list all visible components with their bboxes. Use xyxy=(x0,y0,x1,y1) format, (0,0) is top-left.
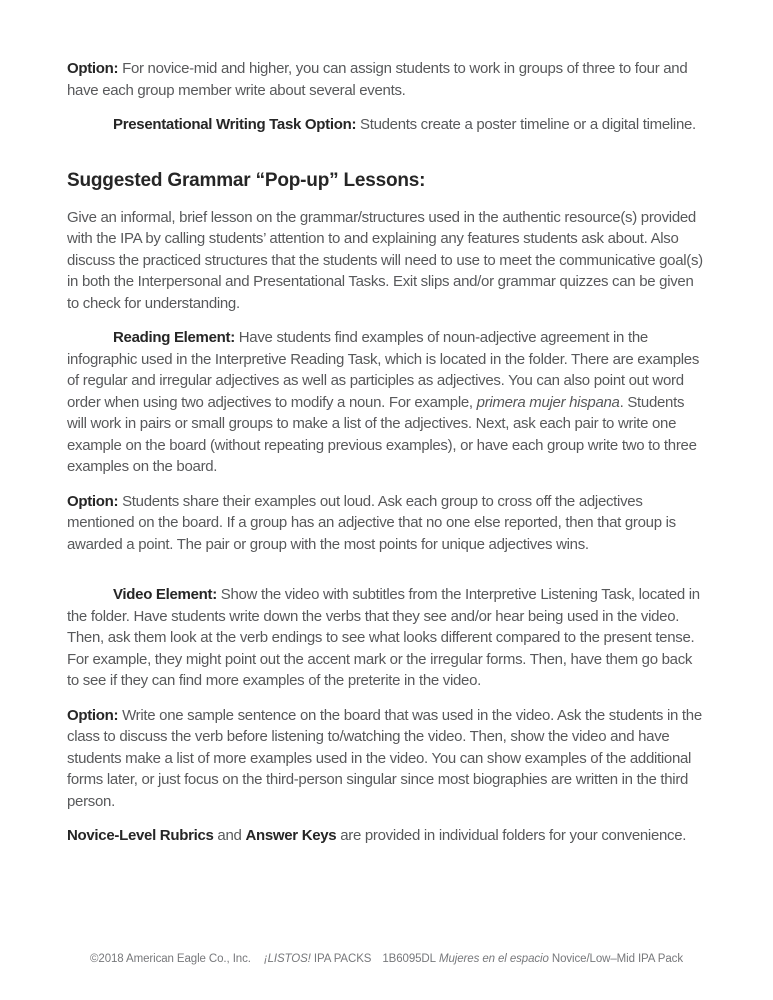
paragraph-option-writing-groups xyxy=(67,58,706,101)
paragraph-presentational-writing-option xyxy=(67,114,706,136)
paragraph-text: and xyxy=(213,827,246,844)
paragraph-text: For novice-mid and higher, you can assign students to work in groups of three to four and have each group member write about several events. xyxy=(67,60,688,99)
presentational-writing-task-option-label: Presentational Writing Task Option: xyxy=(113,116,357,133)
footer-pack-title: Mujeres en el espacio xyxy=(435,953,549,965)
paragraph-rubrics-answer-keys xyxy=(67,825,706,847)
reading-element-label: Reading Element: xyxy=(113,329,235,346)
paragraph-grammar-lesson-intro: Give an informal, brief lesson on the grammar/structures used in the authentic resource(s) provided with the IPA by calling students’ attention to and explaining any features students ask about. Also discuss the practiced structures that the students will need to use to meet the communicative goal(s) in both the Interpersonal and Presentational Tasks. Exit slips and/or grammar quizzes can be given to check for understanding. xyxy=(67,208,703,312)
paragraph-text: Students share their examples out loud. Ask each group to cross off the adjectives mentioned on the board. If a group has an adjective that no one else reported, then that group is awarded a point. The pair or group with the most points for unique adjectives wins. xyxy=(67,492,676,553)
paragraph-video-element xyxy=(67,584,706,692)
footer-brand-name: ¡LISTOS! xyxy=(263,953,311,965)
paragraph-text: are provided in individual folders for your convenience. xyxy=(336,827,687,844)
video-element-label: Video Element: xyxy=(113,586,217,603)
rubrics-label: Novice-Level Rubrics xyxy=(67,827,214,844)
paragraph-text: Write one sample sentence on the board that was used in the video. Ask the students in the class to discuss the verb before listening to/watching the video. Then, show the video and have students make a list of more examples used in the video. You can show examples of the additional forms later, or just focus on the third-person singular since most biographies are written in the third person. xyxy=(67,706,702,810)
footer-copyright: ©2018 American Eagle Co., Inc. xyxy=(90,953,251,965)
footer-brand-series: IPA PACKS xyxy=(310,953,372,965)
page-footer xyxy=(0,952,773,967)
italic-example-phrase: primera mujer hispana xyxy=(476,393,620,411)
footer-pack-level: Novice/Low–Mid IPA Pack xyxy=(548,953,683,965)
paragraph-reading-element xyxy=(67,327,706,478)
option-label: Option: xyxy=(67,60,119,77)
document-page xyxy=(67,58,706,860)
paragraph-text: Have students find examples of noun-adjective agreement in the infographic used in the Interpretive Reading Task, which is located in the folder. There are examples of regular and irregular adjectives as well as participles as adjectives. You can also point out word order when using two adjectives to modify a noun. For example, xyxy=(67,329,700,411)
answer-keys-label: Answer Keys xyxy=(245,827,337,844)
paragraph-text: Show the video with subtitles from the Interpretive Listening Task, located in the folder. Have students write down the verbs that they see and/or hear being used in the video. Then, ask them look at the verb endings to see what looks different compared to the present tense. For example, they might point out the accent mark or the irregular forms. Then, have them go back to see if they can find more examples of the preterite in the video. xyxy=(67,586,700,689)
option-label: Option: xyxy=(67,706,119,724)
paragraph-option-share-examples xyxy=(67,491,706,556)
paragraph-text: . Students will work in pairs or small groups to make a list of the adjectives. Next, ask each pair to write one example on the board (without repeating previous examples), or have each group write two to three examples on the board. xyxy=(67,393,697,475)
option-label: Option: xyxy=(67,492,119,510)
footer-product-code: 1B6095DL xyxy=(382,953,436,965)
paragraph-option-sample-sentence xyxy=(67,705,706,813)
paragraph-text: Students create a poster timeline or a digital timeline. xyxy=(356,116,696,133)
section-heading: Suggested Grammar “Pop-up” Lessons: xyxy=(67,169,426,191)
